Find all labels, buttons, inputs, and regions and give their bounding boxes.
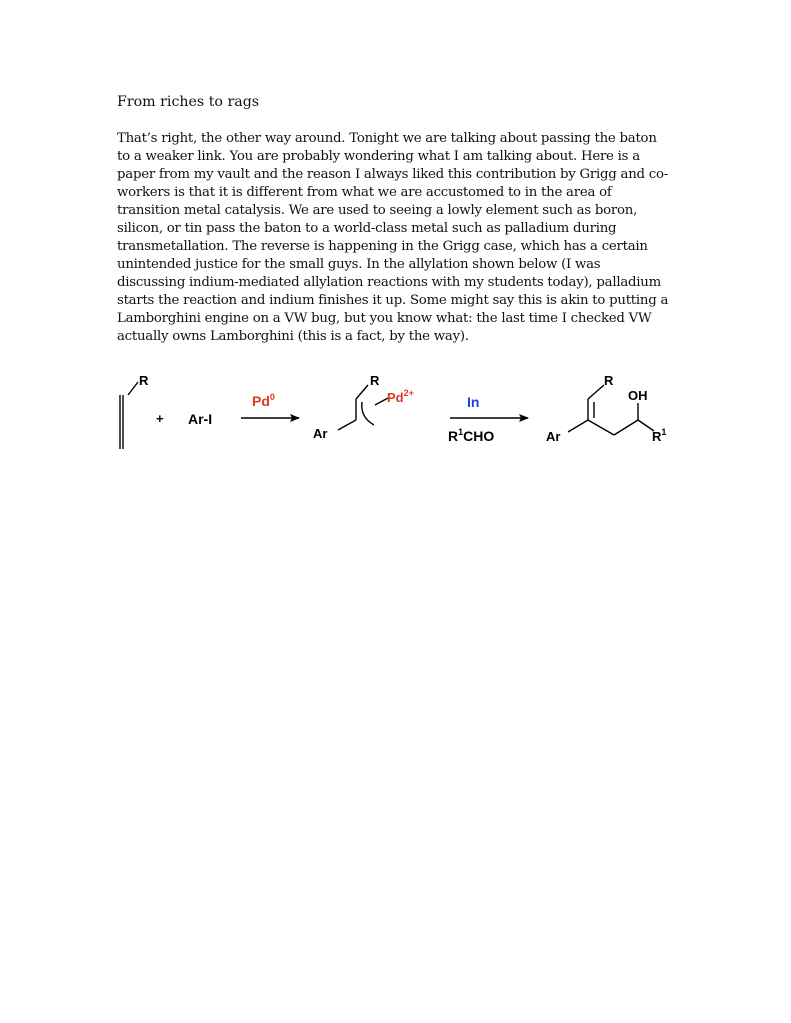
allene-r-label: R — [139, 373, 149, 388]
pd0-catalyst-label — [252, 392, 275, 409]
allene-reactant — [120, 382, 138, 449]
product-r1-r: R — [652, 429, 662, 444]
aldehyde-reagent-label — [448, 427, 494, 444]
product-oh-label: OH — [628, 388, 648, 403]
plus-sign: + — [156, 411, 164, 426]
paragraph-line: starts the reaction and indium finishes it up. Some might say this is akin to putting a — [117, 293, 669, 308]
intermediate-ar-label: Ar — [313, 426, 328, 441]
body-paragraph — [117, 130, 687, 346]
paragraph-line: to a weaker link. You are probably wondering what I am talking about. Here is a — [117, 149, 640, 164]
pi-allyl-intermediate — [338, 385, 388, 430]
paragraph-line: That’s right, the other way around. Tonight we are talking about passing the baton — [117, 131, 657, 146]
pd2-label — [387, 388, 414, 405]
paragraph-line: transition metal catalysis. We are used to seeing a lowly element such as boron, — [117, 203, 638, 218]
aryl-iodide-label: Ar-I — [188, 411, 213, 427]
paragraph-line: paper from my vault and the reason I always liked this contribution by Grigg and co- — [117, 167, 668, 182]
pd2-element: Pd — [387, 390, 404, 405]
intermediate-r-label: R — [370, 373, 380, 388]
paragraph-line: unintended justice for the small guys. In the allylation shown below (I was — [117, 257, 601, 272]
product-r1-label — [652, 427, 666, 444]
aldehyde-rest: CHO — [463, 428, 495, 444]
product-ar-label: Ar — [546, 429, 561, 444]
document-title: From riches to rags — [117, 94, 260, 110]
reaction-scheme — [110, 365, 690, 455]
paragraph-line: workers is that it is different from what we are accustomed to in the area of — [117, 185, 612, 200]
paragraph-line: transmetallation. The reverse is happening in the Grigg case, which has a certain — [117, 239, 648, 254]
pd0-oxidation-state: 0 — [269, 392, 275, 402]
paragraph-line: actually owns Lamborghini (this is a fact, by the way). — [117, 329, 469, 344]
aldehyde-r: R — [448, 428, 459, 444]
paragraph-line: silicon, or tin pass the baton to a world-class metal such as palladium during — [117, 221, 617, 236]
pd2-oxidation-state: 2+ — [403, 388, 414, 398]
pd0-element: Pd — [252, 393, 270, 409]
indium-reagent-label: In — [467, 394, 480, 410]
product-r1-superscript: 1 — [661, 427, 667, 437]
aldehyde-superscript: 1 — [458, 427, 464, 437]
paragraph-line: discussing indium-mediated allylation reactions with my students today), palladium — [117, 275, 661, 290]
paragraph-line: Lamborghini engine on a VW bug, but you know what: the last time I checked VW — [117, 311, 652, 326]
product-r-label: R — [604, 373, 614, 388]
